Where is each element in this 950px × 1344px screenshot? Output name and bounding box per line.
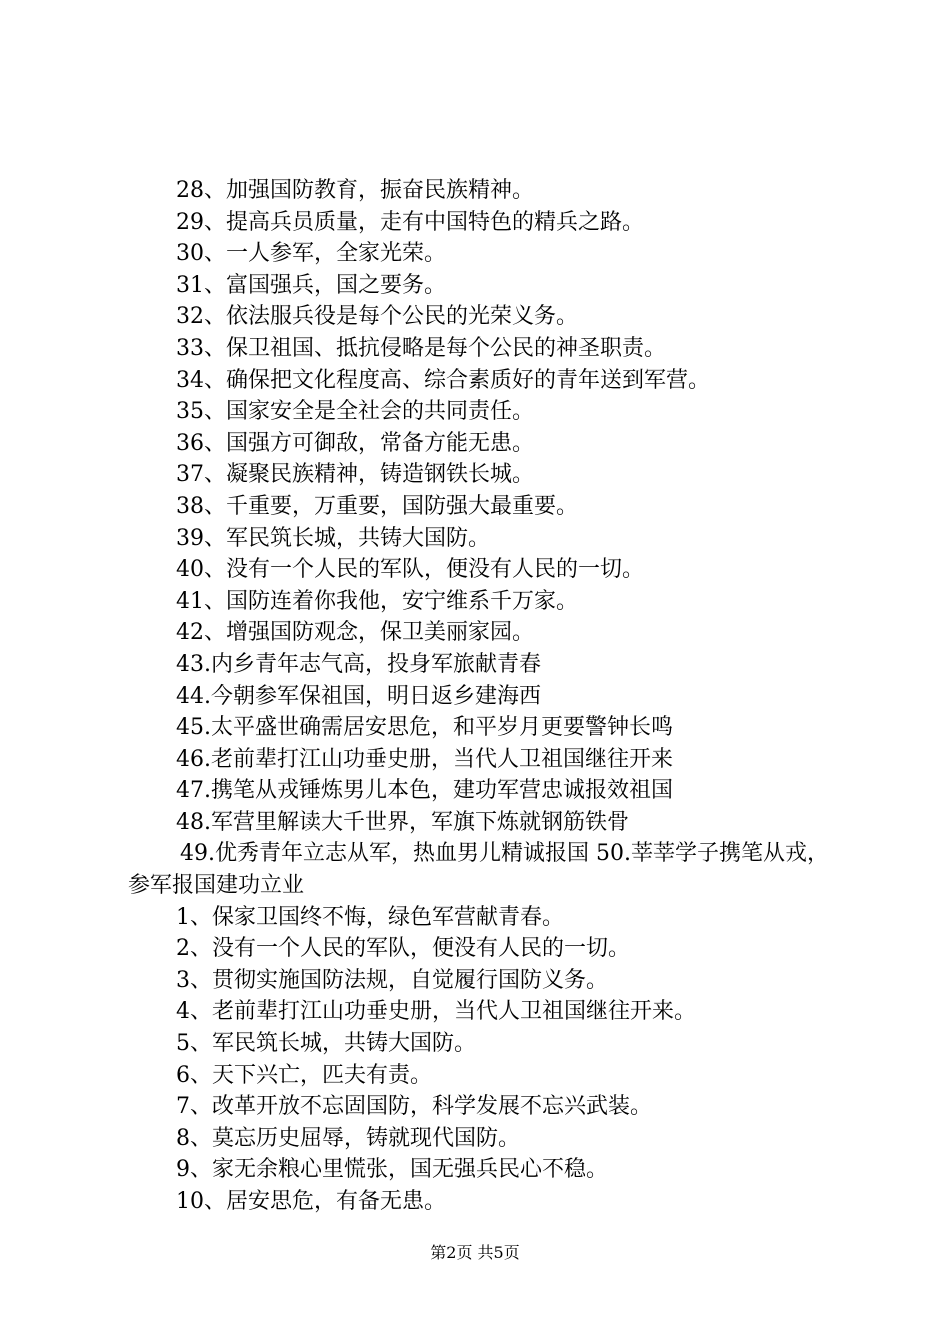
slogan-line: 30、一人参军，全家光荣。 — [176, 241, 446, 267]
slogan-line: 45.太平盛世确需居安思危，和平岁月更要警钟长鸣 — [176, 715, 673, 741]
slogan-list-part1 — [128, 175, 838, 838]
slogan-line: 2、没有一个人民的军队，便没有人民的一切。 — [176, 936, 630, 962]
slogan-line: 28、加强国防教育，振奋民族精神。 — [176, 178, 534, 203]
slogan-list-part2 — [128, 902, 838, 1218]
slogan-line: 48.军营里解读大千世界，军旗下炼就钢筋铁骨 — [176, 809, 629, 835]
slogan-line: 4、老前辈打江山功垂史册，当代人卫祖国继往开来。 — [176, 999, 696, 1025]
slogan-line: 41、国防连着你我他，安宁维系千万家。 — [176, 588, 578, 614]
slogan-line: 34、确保把文化程度高、综合素质好的青年送到军营。 — [176, 367, 710, 393]
wrapped-paragraph: 49.优秀青年立志从军，热血男儿精诚报国 50.莘莘学子携笔从戎，参军报国建功立业 — [128, 841, 829, 899]
slogan-line: 9、家无余粮心里慌张，国无强兵民心不稳。 — [176, 1157, 608, 1183]
slogan-line: 3、贯彻实施国防法规，自觉履行国防义务。 — [176, 967, 608, 993]
slogan-line: 33、保卫祖国、抵抗侵略是每个公民的神圣职责。 — [176, 335, 666, 361]
slogan-line: 8、莫忘历史屈辱，铸就现代国防。 — [176, 1125, 520, 1151]
page-footer: 第2页 共5页 — [430, 1243, 520, 1262]
slogan-line: 39、军民筑长城，共铸大国防。 — [176, 525, 490, 551]
slogan-line: 31、富国强兵，国之要务。 — [176, 272, 446, 298]
slogan-line: 1、保家卫国终不悔，绿色军营献青春。 — [176, 904, 564, 930]
slogan-line: 47.携笔从戎锤炼男儿本色，建功军营忠诚报效祖国 — [176, 778, 673, 804]
slogan-line: 43.内乡青年志气高，投身军旅献青春 — [176, 651, 541, 677]
slogan-line: 38、千重要，万重要，国防强大最重要。 — [176, 493, 578, 519]
slogan-line: 5、军民筑长城，共铸大国防。 — [176, 1031, 476, 1057]
slogan-line: 37、凝聚民族精神，铸造钢铁长城。 — [176, 462, 534, 488]
slogan-line: 36、国强方可御敌，常备方能无患。 — [176, 430, 534, 456]
slogan-line: 7、改革开放不忘固国防，科学发展不忘兴武装。 — [176, 1094, 652, 1120]
slogan-line: 10、居安思危，有备无患。 — [176, 1189, 446, 1214]
slogan-line: 46.老前辈打江山功垂史册，当代人卫祖国继往开来 — [176, 746, 673, 772]
slogan-line: 42、增强国防观念，保卫美丽家园。 — [176, 620, 534, 646]
slogan-line: 32、依法服兵役是每个公民的光荣义务。 — [176, 304, 578, 330]
slogan-line: 40、没有一个人民的军队，便没有人民的一切。 — [176, 557, 644, 583]
document-body — [128, 175, 838, 1218]
slogan-line: 35、国家安全是全社会的共同责任。 — [176, 399, 534, 425]
slogan-line: 29、提高兵员质量，走有中国特色的精兵之路。 — [176, 209, 644, 235]
slogan-line: 44.今朝参军保祖国，明日返乡建海西 — [176, 683, 541, 709]
slogan-line: 6、天下兴亡，匹夫有责。 — [176, 1062, 432, 1088]
